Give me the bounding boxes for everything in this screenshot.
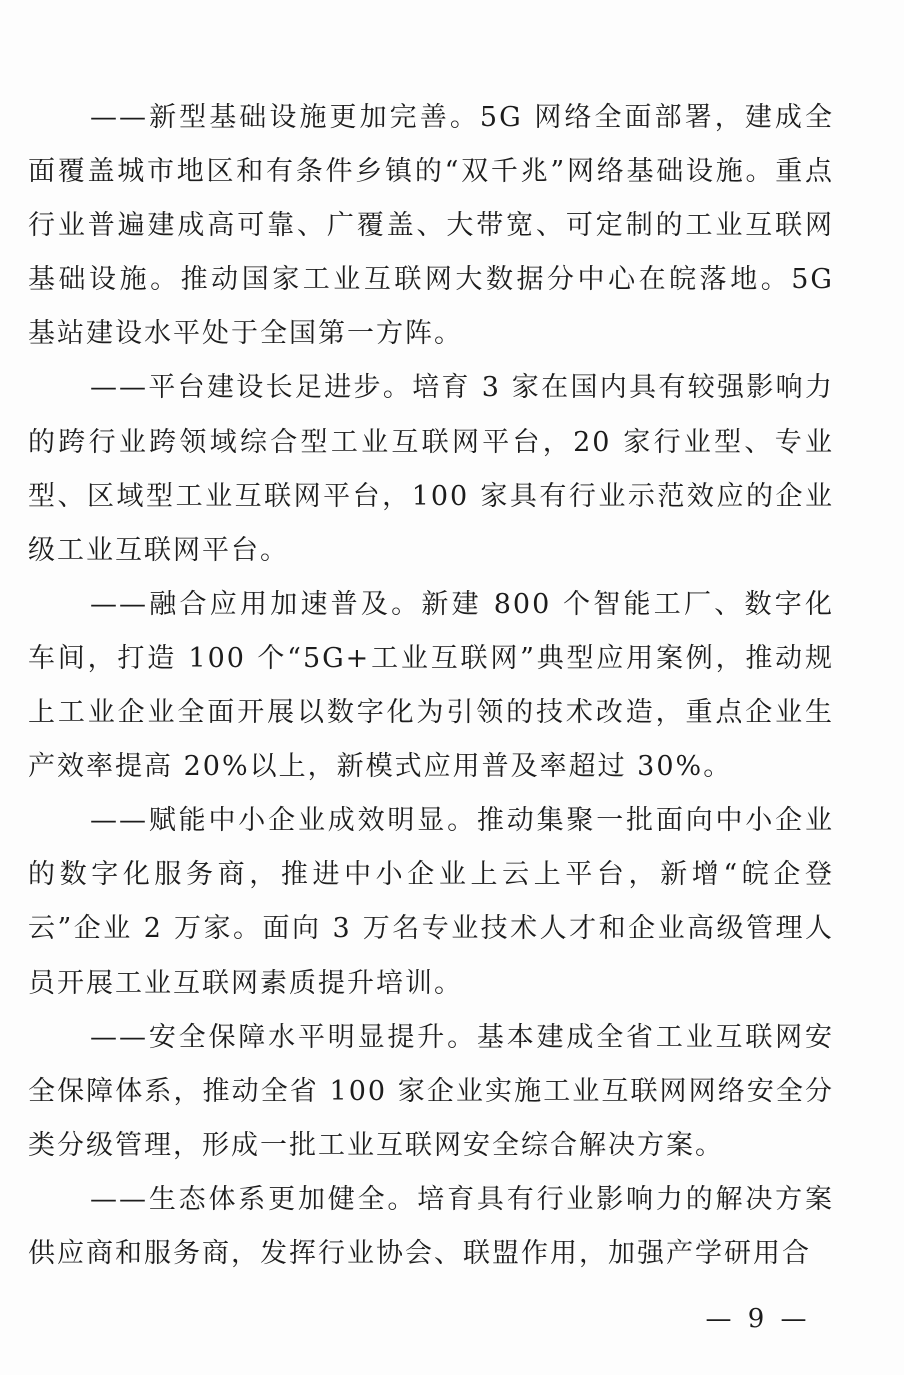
body-text [28,91,834,1281]
paragraph-ecosystem: ——生态体系更加健全。培育具有行业影响力的解决方案供应商和服务商，发挥行业协会、联盟作用，加强产学研用合 [28,1183,834,1269]
paragraph-platform-construction: ——平台建设长足进步。培育 3 家在国内具有较强影响力的跨行业跨领域综合型工业互联网平台，20 家行业型、专业型、区域型工业互联网平台，100 家具有行业示范效应的企业级工业互联网平台。 [28,372,834,566]
page-number: — 9 — [705,1304,811,1334]
paragraph-integrated-application: ——融合应用加速普及。新建 800 个智能工厂、数字化车间，打造 100 个“5G+工业互联网”典型应用案例，推动规上工业企业全面开展以数字化为引领的技术改造，重点企业生产效率提高 20%以上，新模式应用普及率超过 30%。 [28,588,834,783]
paragraph-new-infrastructure: ——新型基础设施更加完善。5G 网络全面部署，建成全面覆盖城市地区和有条件乡镇的“双千兆”网络基础设施。重点行业普遍建成高可靠、广覆盖、大带宽、可定制的工业互联网基础设施。推动国家工业互联网大数据分中心在皖落地。5G 基站建设水平处于全国第一方阵。 [28,102,834,350]
paragraph-sme-empowerment: ——赋能中小企业成效明显。推动集聚一批面向中小企业的数字化服务商，推进中小企业上云上平台，新增“皖企登云”企业 2 万家。面向 3 万名专业技术人才和企业高级管理人员开展工业互联网素质提升培训。 [28,805,834,999]
paragraph-security-assurance: ——安全保障水平明显提升。基本建成全省工业互联网安全保障体系，推动全省 100 家企业实施工业互联网网络安全分类分级管理，形成一批工业互联网安全综合解决方案。 [28,1021,834,1161]
